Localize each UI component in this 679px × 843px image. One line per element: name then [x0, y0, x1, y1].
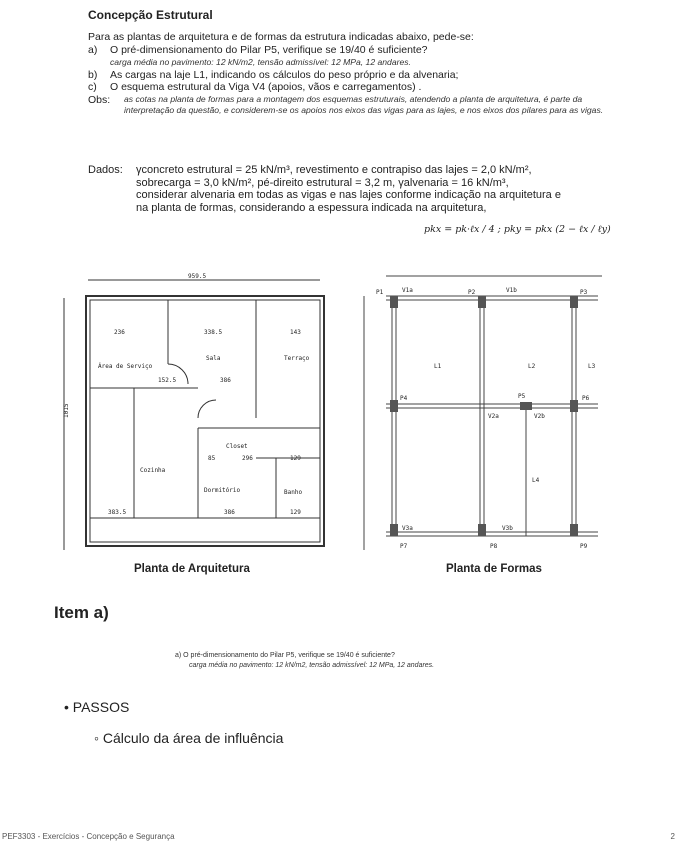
svg-text:P4: P4	[400, 395, 408, 402]
item-a-excerpt: a) O pré-dimensionamento do Pilar P5, verifique se 19/40 é suficiente? carga média no pavimento: 12 kN/m2, tensão admissível: 12 MPa, 12 andares.	[175, 652, 435, 669]
svg-text:Sala: Sala	[206, 355, 221, 362]
svg-text:L2: L2	[528, 363, 536, 370]
svg-text:Terraço: Terraço	[284, 355, 310, 362]
svg-text:Dormitório: Dormitório	[204, 487, 241, 494]
svg-text:P2: P2	[468, 289, 476, 296]
svg-text:386: 386	[224, 509, 235, 516]
formwork-caption: Planta de Formas	[446, 563, 542, 575]
item-a-note: carga média no pavimento: 12 kN/m2, tensão admissível: 12 MPa, 12 andares.	[110, 57, 411, 67]
item-a-text: O pré-dimensionamento do Pilar P5, verifique se 19/40 é suficiente?	[110, 43, 428, 56]
svg-text:386: 386	[220, 377, 231, 384]
item-a-heading: Item a)	[54, 603, 109, 622]
svg-text:P1: P1	[376, 289, 384, 296]
load-formula: pkx = pk·ℓx / 4 ; pky = pkx (2 − ℓx / ℓy)	[424, 224, 611, 235]
svg-text:V3a: V3a	[402, 525, 413, 532]
dim-top-label: 959.5	[188, 273, 207, 280]
svg-text:L1: L1	[434, 363, 442, 370]
svg-text:152.5: 152.5	[158, 377, 177, 384]
svg-text:V1a: V1a	[402, 287, 413, 294]
svg-text:296: 296	[242, 455, 253, 462]
formwork-plan	[356, 268, 612, 560]
svg-text:V2b: V2b	[534, 413, 545, 420]
svg-text:383.5: 383.5	[108, 509, 127, 516]
data-block: Dados: γconcreto estrutural = 25 kN/m³, revestimento e contrapiso das lajes = 2,0 kN/m², sobrecarga = 3,0 kN/m², pé-direito estrutural = 3,2 m, γalvenaria = 16 kN/m³, considerar alvenaria em todas as vigas e nas lajes conforme indicação na arquitetura e na planta de formas, considerando a espessura indicada na arquitetura,	[88, 164, 561, 214]
svg-text:Cozinha: Cozinha	[140, 467, 166, 474]
obs-text: as cotas na planta de formas para a montagem dos esquemas estruturais, atendendo a planta de arquitetura, é parte da interpretação da questão, e considerem-se os apoios nos eixos das vigas para as lajes, e nos eixos dos pilares para as vigas.	[124, 93, 604, 115]
svg-text:P9: P9	[580, 543, 588, 550]
svg-text:P6: P6	[582, 395, 590, 402]
svg-text:P5: P5	[518, 393, 526, 400]
bullet-passos: • PASSOS	[64, 699, 130, 715]
item-b-text: As cargas na laje L1, indicando os cálculos do peso próprio e da alvenaria;	[110, 68, 459, 81]
svg-text:236: 236	[114, 329, 125, 336]
statement-intro: Para as plantas de arquitetura e de formas da estrutura indicadas abaixo, pede-se:	[88, 31, 474, 43]
dados-label: Dados:	[88, 164, 123, 176]
svg-text:338.5: 338.5	[204, 329, 223, 336]
bullet-area-influencia: ◦ Cálculo da área de influência	[94, 730, 284, 746]
svg-text:P7: P7	[400, 543, 408, 550]
svg-text:V2a: V2a	[488, 413, 499, 420]
architecture-plan	[58, 268, 340, 560]
dim-left-label: 1015	[63, 403, 70, 418]
svg-text:P3: P3	[580, 289, 588, 296]
svg-text:129: 129	[290, 509, 301, 516]
problem-statement: Para as plantas de arquitetura e de formas da estrutura indicadas abaixo, pede-se: a) O pré-dimensionamento do Pilar P5, verifique se 19/40 é suficiente? carga média no pavimento: 12 kN/m2, tensão admissível: 12 MPa, 12 andares. b) As cargas na laje L1, indicando os cálculos do peso próprio e da alvenaria; c) O esquema estrutural da Viga V4 (apoios, vãos e carregamentos) . Obs: as cotas na planta de formas para a montagem dos esquemas estruturais, atendendo a planta de arquitetura, é parte da interpretação da questão, e considerem-se os apoios nos eixos das vigas para as lajes, e nos eixos dos pilares para as vigas.	[88, 31, 628, 117]
svg-text:L4: L4	[532, 477, 540, 484]
obs-label: Obs:	[88, 93, 111, 106]
section-title: Concepção Estrutural	[88, 8, 213, 22]
svg-text:P8: P8	[490, 543, 498, 550]
architecture-caption: Planta de Arquitetura	[134, 563, 250, 575]
footer-course: PEF3303 - Exercícios - Concepção e Segurança	[2, 832, 175, 841]
svg-text:143: 143	[290, 329, 301, 336]
item-c-text: O esquema estrutural da Viga V4 (apoios, vãos e carregamentos) .	[110, 81, 422, 93]
svg-text:V1b: V1b	[506, 287, 517, 294]
page-number: 2	[670, 832, 675, 841]
svg-text:85: 85	[208, 455, 216, 462]
svg-text:L3: L3	[588, 363, 596, 370]
svg-text:Closet: Closet	[226, 443, 248, 450]
svg-text:Banho: Banho	[284, 489, 303, 496]
svg-text:129: 129	[290, 455, 301, 462]
svg-text:V3b: V3b	[502, 525, 513, 532]
svg-text:Área de Serviço: Área de Serviço	[98, 363, 153, 370]
